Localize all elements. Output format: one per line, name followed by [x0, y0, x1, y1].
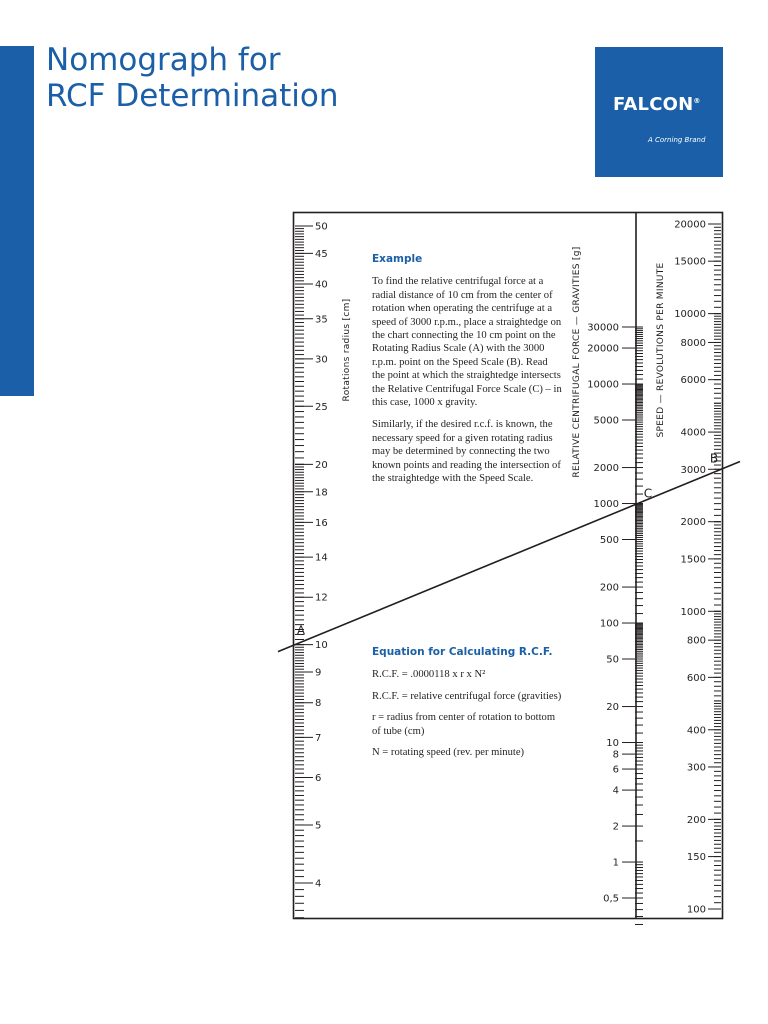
equation-section [372, 646, 562, 767]
scale-b-title: SPEED — REVOLUTIONS PER MINUTE [656, 262, 666, 438]
definition-n: N = rotating speed (rev. per minute) [372, 747, 525, 759]
scale-b-label-600: 600 [686, 672, 706, 684]
example-paragraph-1: To find the relative centrifugal force at a radial distance of 10 cm from the center of rotation when operating the centrifuge at a speed of 3000 r.p.m., place a straightedge on the chart connecting the 10 cm point on the Rotating Radius Scale (A) with the 3000 r.p.m. point on the Speed Scale (B). Read the point at which the straightedge intersects the Relative Centrifugal Force Scale (C) – in this case, 1000 x gravity. [372, 276, 562, 409]
scale-c-label-1000: 1000 [593, 499, 619, 511]
scale-b-label-1500: 1500 [680, 554, 706, 566]
scale-c-label-0-5: 0,5 [603, 893, 619, 905]
scale-c-label-10: 10 [606, 738, 619, 750]
point-label-a: A [296, 623, 306, 638]
scale-a-label-9: 9 [315, 667, 322, 679]
scale-a-label-5: 5 [315, 820, 322, 832]
scale-a-label-14: 14 [315, 552, 328, 564]
scale-c-title: RELATIVE CENTRIFUGAL FORCE — GRAVITIES [g] [572, 246, 582, 478]
scale-c-label-6: 6 [612, 764, 619, 776]
scale-a-label-4: 4 [315, 878, 322, 890]
scale-c-label-50: 50 [606, 654, 619, 666]
scale-c-label-20: 20 [606, 702, 619, 714]
scale-c-label-5000: 5000 [593, 415, 619, 427]
scale-b-label-15000: 15000 [674, 256, 706, 268]
scale-b-label-300: 300 [686, 762, 706, 774]
scale-a-label-6: 6 [315, 773, 322, 785]
scale-a-label-50: 50 [315, 221, 328, 233]
scale-a-label-16: 16 [315, 517, 328, 529]
scale-c-label-100: 100 [599, 618, 619, 630]
scale-a-label-45: 45 [315, 248, 328, 260]
scale-a-label-20: 20 [315, 459, 328, 471]
scale-c-label-200: 200 [599, 582, 619, 594]
scale-b-label-1000: 1000 [680, 606, 706, 618]
scale-a-label-7: 7 [315, 732, 322, 744]
title-line-2: RCF Determination [46, 78, 339, 114]
scale-c-label-500: 500 [599, 534, 619, 546]
definition-r: r = radius from center of rotation to bottom of tube (cm) [372, 712, 556, 737]
equation-formula: R.C.F. = .0000118 x r x N² [372, 669, 486, 681]
example-heading: Example [372, 253, 423, 265]
scale-a-label-30: 30 [315, 354, 328, 366]
scale-b-label-6000: 6000 [680, 375, 706, 387]
point-label-c: C [643, 486, 653, 501]
scale-a-label-10: 10 [315, 640, 328, 652]
equation-heading: Equation for Calculating R.C.F. [372, 646, 553, 658]
scale-b-label-10000: 10000 [674, 309, 706, 321]
scale-c-label-1: 1 [612, 857, 619, 869]
scale-c-label-30000: 30000 [587, 322, 619, 334]
scale-b-label-4000: 4000 [680, 427, 706, 439]
scale-a-label-8: 8 [315, 698, 322, 710]
scale-b-label-800: 800 [686, 635, 706, 647]
scale-c-label-10000: 10000 [587, 379, 619, 391]
scale-c-label-8: 8 [612, 749, 619, 761]
scale-a-label-18: 18 [315, 487, 328, 499]
scale-a-label-40: 40 [315, 279, 328, 291]
scale-b-label-400: 400 [686, 725, 706, 737]
scale-a-label-12: 12 [315, 592, 328, 604]
scale-c-label-2: 2 [612, 821, 619, 833]
scale-b-label-150: 150 [686, 852, 706, 864]
scale-a-title: Rotations radius [cm] [342, 298, 352, 402]
scale-b-label-2000: 2000 [680, 517, 706, 529]
logo-tagline: A Corning Brand [648, 136, 706, 144]
scale-a-label-25: 25 [315, 401, 328, 413]
scale-b-label-200: 200 [686, 814, 706, 826]
scale-c-label-2000: 2000 [593, 463, 619, 475]
example-paragraph-2: Similarly, if the desired r.c.f. is known, the necessary speed for a given rotating radius may be determined by connecting the two known points and reading the intersection of the straightedge with the Speed Scale. [372, 419, 561, 485]
scale-b-label-3000: 3000 [680, 464, 706, 476]
scale-c-label-4: 4 [612, 785, 619, 797]
scale-c-label-20000: 20000 [587, 343, 619, 355]
logo-trademark: ® [693, 97, 701, 105]
scale-b-label-8000: 8000 [680, 337, 706, 349]
example-section [372, 253, 562, 495]
scale-b-label-20000: 20000 [674, 219, 706, 231]
logo-name: FALCON [613, 94, 694, 115]
scale-b-label-100: 100 [686, 904, 706, 916]
definition-rcf: R.C.F. = relative centrifugal force (gravities) [372, 690, 562, 702]
scale-a-label-35: 35 [315, 314, 328, 326]
title-line-1: Nomograph for [46, 42, 281, 78]
point-label-b: B [709, 451, 719, 466]
